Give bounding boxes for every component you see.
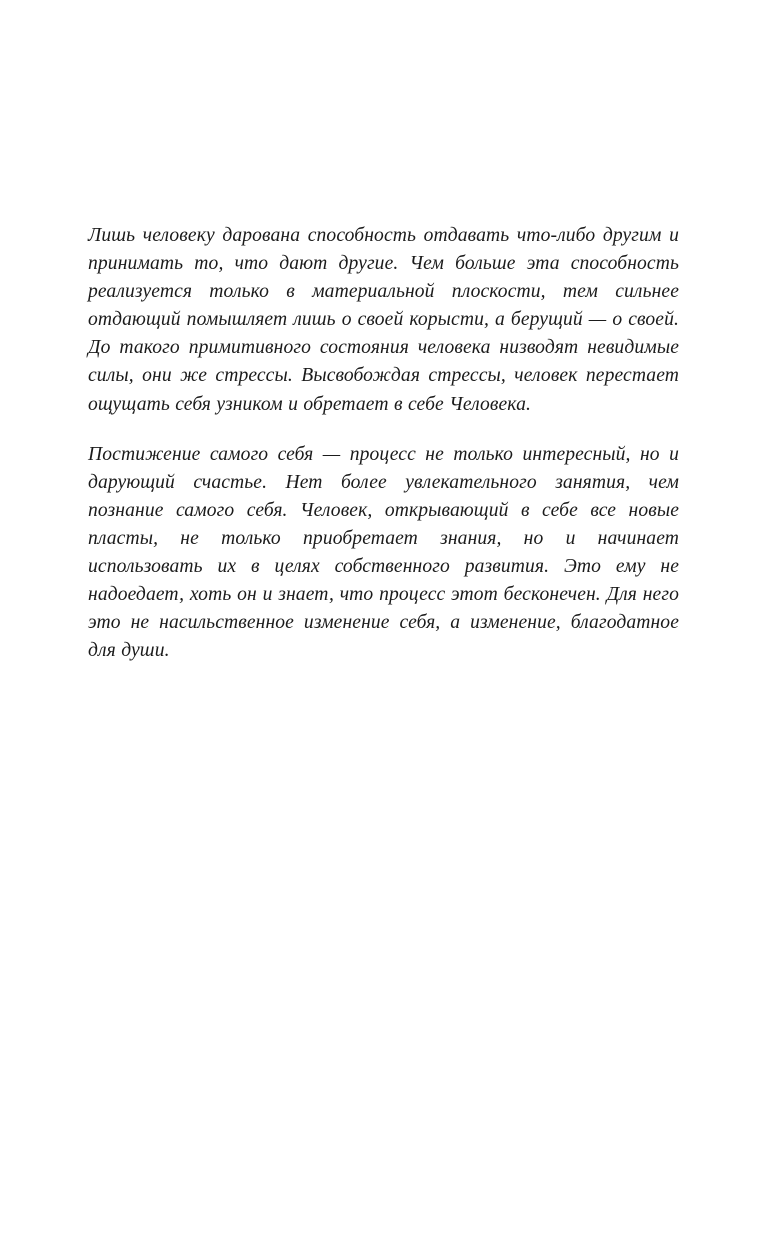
- body-text-block: [88, 222, 679, 665]
- paragraph-2: Постижение самого себя — процесс не только интересный, но и дарующий счастье. Нет более увлекательного занятия, чем познание самого себя. Человек, открывающий в себе все новые пласты, не только приобретает знания, но и начинает использовать их в целях собственного развития. Это ему не надоедает, хоть он и знает, что процесс этот бесконечен. Для него это не насильственное изменение себя, а изменение, благодатное для души.: [88, 443, 679, 662]
- paragraph-1: Лишь человеку дарована способность отдавать что-либо другим и принимать то, что дают другие. Чем больше эта способность реализуется только в материальной плоскости, тем сильнее отдающий помышляет лишь о своей корысти, а берущий — о своей. До такого примитивного состояния человека низводят невидимые силы, они же стрессы. Высвобождая стрессы, человек перестает ощущать себя узником и обретает в себе Человека.: [88, 225, 679, 415]
